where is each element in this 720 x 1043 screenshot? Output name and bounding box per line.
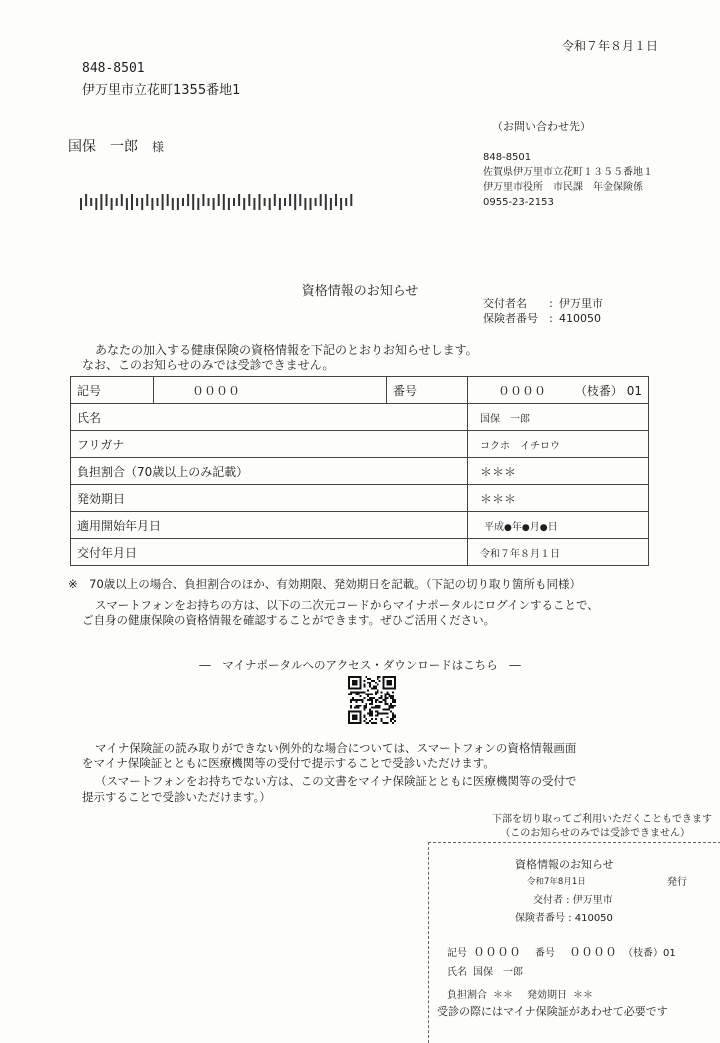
barcode-bar [208,198,210,206]
number-label: 番号 [387,377,468,404]
contact-heading: （お問い合わせ先） [492,120,591,133]
branch-value: 01 [626,383,642,398]
postal-barcode [80,194,355,210]
barcode-bar [274,194,276,206]
note-70-plus: ※ 70歳以上の場合、負担割合のほか、有効期限、発効期日を記載。（下記の切り取り箇所も同様） [68,577,582,591]
barcode-bar [350,194,352,206]
issuer-label: 交付者名 [483,297,527,310]
barcode-bar [238,194,240,206]
insurer-separator: : [549,312,553,325]
card-number-label: 番号 [535,948,556,959]
recipient-postal-code: 848-8501 [82,61,145,76]
barcode-bar [299,194,301,206]
barcode-bar [80,198,82,210]
issue-date: 令和７年８月１日 [561,39,658,53]
barcode-bar [330,198,332,210]
card-date: 令和7年8月1日 [527,877,586,887]
barcode-bar [315,198,317,206]
card-ratio-row [447,986,593,1001]
card-symbol-row [447,943,676,960]
card-effective-value: ＊＊ [573,990,593,1001]
symbol-label: 記号 [71,377,154,404]
issuer-value: 伊万里市 [559,297,603,310]
barcode-bar [259,194,261,210]
contact-postal-code: 848-8501 [483,152,532,163]
paragraph-line-2: をマイナ保険証とともに医療機関等の受付で提示することで受診いただけます。 [82,756,495,770]
barcode-bar [320,194,322,206]
barcode-bar [213,198,215,210]
branch-label: （枝番） [574,383,623,398]
barcode-bar [95,198,97,210]
portal-caption: ― マイナポータルへのアクセス・ダウンロードはこちら ― [199,658,521,672]
document-title: 資格情報のお知らせ [301,284,419,299]
intro-line-2: なお、このお知らせのみでは受診できません。 [82,358,335,372]
recipient-address: 伊万里市立花町1355番地1 [82,83,241,98]
qualification-table [70,376,649,566]
issuer-block [483,296,603,326]
barcode-bar [182,198,184,206]
row-label-name: 氏名 [71,404,468,431]
paragraph-line-3: （スマートフォンをお持ちでない方は、この文書をマイナ保険証とともに医療機関等の受付で [95,774,577,788]
paragraph-line-4: 提示することで受診いただけます。） [82,790,271,804]
table-row [71,539,649,566]
card-branch-label: （枝番） [623,948,664,959]
intro-line-1: あなたの加入する健康保険の資格情報を下記のとおりお知らせします。 [95,343,478,357]
card-insurer: 保険者番号 : 410050 [515,913,613,924]
cut-off-card [428,842,720,1043]
row-label-effective: 発効期日 [71,485,468,512]
row-label-issue-date: 交付年月日 [71,539,468,566]
barcode-bar [289,194,291,206]
barcode-bar [146,194,148,206]
row-label-furigana: フリガナ [71,431,468,458]
barcode-bar [100,194,102,210]
card-ratio-value: ＊＊ [493,990,513,1001]
row-value-start-date: 平成●年●月●日 [468,512,649,539]
card-name-label: 氏名 [447,967,467,978]
card-number-value: ００００ [569,945,618,959]
barcode-bar [197,198,199,210]
card-symbol-value: ００００ [473,945,522,959]
table-row [71,458,649,485]
card-footer: 受診の際にはマイナ保険証があわせて必要です [437,1005,668,1018]
barcode-bar [223,194,225,210]
barcode-bar [340,198,342,210]
cut-instruction-2: （このお知らせのみでは受診できません） [500,828,690,839]
barcode-bar [126,198,128,210]
barcode-bar [279,198,281,210]
insurer-label: 保険者番号 [483,312,538,325]
barcode-bar [106,194,108,206]
cut-instruction-1: 下部を切り取ってご利用いただくこともできます [492,814,712,825]
insurer-value: 410050 [559,312,601,325]
issuer-separator: : [549,297,553,310]
smartphone-line-1: スマートフォンをお持ちの方は、以下の二次元コードからマイナポータルにログインすることで、 [95,598,599,612]
row-value-furigana: コクホ イチロウ [468,431,649,458]
number-branch-cell [468,377,649,404]
table-row [71,431,649,458]
card-symbol-label: 記号 [447,948,467,959]
row-value-effective: ＊＊＊ [468,485,649,512]
barcode-bar [253,198,255,210]
barcode-bar [177,198,179,210]
barcode-bar [136,198,138,206]
barcode-bar [151,198,153,210]
barcode-bar [167,194,169,206]
card-branch-value: 01 [663,948,676,959]
barcode-bar [131,194,133,210]
barcode-bar [187,194,189,206]
contact-block [483,150,653,210]
barcode-bar [116,198,118,206]
barcode-bar [162,194,164,210]
table-row [71,485,649,512]
recipient [68,136,164,156]
contact-department: 伊万里市役所 市民課 年金保険係 [483,182,643,193]
card-issued: 発行 [667,877,687,888]
barcode-bar [233,198,235,206]
row-value-name: 国保 一郎 [468,404,649,431]
table-row [71,404,649,431]
asterisk-mark: ※ [68,577,78,591]
barcode-bar [325,194,327,210]
barcode-bar [335,194,337,206]
barcode-bar [310,198,312,210]
barcode-bar [111,198,113,210]
table-row [71,512,649,539]
barcode-bar [248,194,250,206]
card-name-value: 国保 一郎 [473,967,523,978]
barcode-bar [284,198,286,206]
row-value-issue-date: 令和７年８月１日 [468,539,649,566]
row-value-ratio: ＊＊＊ [468,458,649,485]
barcode-bar [345,198,347,206]
number-value: ００００ [498,383,547,398]
barcode-bar [141,198,143,210]
row-label-ratio: 負担割合（70歳以上のみ記載） [71,458,468,485]
smartphone-line-2: ご自身の健康保険の資格情報を確認することができます。ぜひご活用ください。 [82,613,496,627]
card-name-row [447,963,523,978]
barcode-bar [243,198,245,210]
table-row-symbol [71,377,649,404]
barcode-bar [228,198,230,210]
qr-code[interactable] [348,676,396,724]
barcode-bar [90,198,92,206]
barcode-bar [157,198,159,206]
contact-phone: 0955-23-2153 [483,197,554,208]
honorific: 様 [152,140,165,154]
barcode-bar [172,198,174,210]
card-title: 資格情報のお知らせ [515,858,614,871]
symbol-value: ００００ [154,377,387,404]
barcode-bar [218,194,220,206]
barcode-bar [121,194,123,206]
barcode-bar [85,194,87,206]
card-issuer: 交付者 : 伊万里市 [533,895,613,906]
contact-address: 佐賀県伊万里市立花町１３５５番地１ [483,167,653,178]
row-label-start-date: 適用開始年月日 [71,512,468,539]
card-effective-label: 発効期日 [527,990,567,1001]
recipient-name: 国保 一郎 [68,139,138,155]
card-ratio-label: 負担割合 [447,990,487,1001]
barcode-bar [264,198,266,206]
barcode-bar [202,194,204,206]
barcode-bar [269,198,271,210]
barcode-bar [294,194,296,210]
barcode-bar [192,194,194,210]
paragraph-line-1: マイナ保険証の読み取りができない例外的な場合については、スマートフォンの資格情報画面 [95,741,577,755]
barcode-bar [304,198,306,210]
